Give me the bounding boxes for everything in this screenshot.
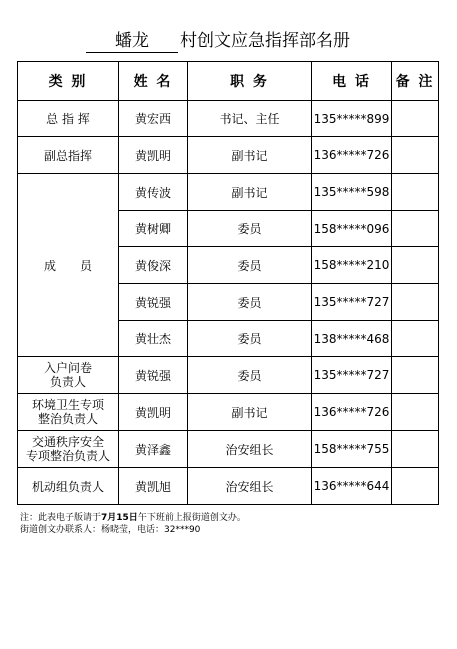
- category-line: 专项整治负责人: [25, 449, 110, 463]
- header-position: 职 务: [188, 62, 312, 101]
- village-name: 蟠龙: [86, 30, 178, 53]
- category-line: 入户问卷: [43, 361, 92, 375]
- category-line: 负责人: [49, 375, 86, 389]
- note-cell: [392, 321, 439, 357]
- category-line: 整治负责人: [37, 412, 98, 426]
- category-line: 环境卫生专项: [31, 398, 104, 412]
- phone-cell: 158*****755: [312, 431, 392, 468]
- note-cell: [392, 431, 439, 468]
- note-cell: [392, 284, 439, 321]
- footnote-line-1: [20, 512, 246, 524]
- footnote-line-2: 街道创文办联系人：杨晓莹，电话：32***90: [20, 525, 201, 535]
- table-header-row: [18, 62, 439, 101]
- name-cell: 黄泽鑫: [119, 431, 188, 468]
- name-cell: 黄凯明: [119, 137, 188, 174]
- position-cell: 副书记: [188, 137, 312, 174]
- name-cell: 黄凯旭: [119, 468, 188, 505]
- name-cell: 黄树卿: [119, 211, 188, 247]
- category-cell: 机动组负责人: [18, 468, 119, 505]
- position-cell: 委员: [188, 321, 312, 357]
- name-cell: 黄宏西: [119, 101, 188, 137]
- header-phone: 电 话: [312, 62, 392, 101]
- category-cell: 总 指 挥: [18, 101, 119, 137]
- name-cell: 黄锐强: [119, 357, 188, 394]
- position-cell: 委员: [188, 284, 312, 321]
- header-name: 姓 名: [119, 62, 188, 101]
- title-text: 村创文应急指挥部名册: [180, 31, 350, 51]
- position-cell: 治安组长: [188, 431, 312, 468]
- note-cell: [392, 247, 439, 284]
- footnote-text: 午下班前上报街道创文办。: [137, 513, 246, 523]
- note-cell: [392, 357, 439, 394]
- table-row: [18, 357, 439, 394]
- table-row: [18, 468, 439, 505]
- position-cell: 委员: [188, 247, 312, 284]
- category-cell: [18, 431, 119, 468]
- position-cell: 副书记: [188, 394, 312, 431]
- phone-cell: 158*****210: [312, 247, 392, 284]
- phone-cell: 135*****899: [312, 101, 392, 137]
- roster-table: [17, 61, 439, 505]
- position-cell: 委员: [188, 357, 312, 394]
- footnote-deadline: 7月15日: [101, 513, 138, 523]
- document-title: [0, 30, 457, 54]
- note-cell: [392, 101, 439, 137]
- name-cell: 黄壮杰: [119, 321, 188, 357]
- phone-cell: 158*****096: [312, 211, 392, 247]
- table-row: [18, 394, 439, 431]
- phone-cell: 136*****644: [312, 468, 392, 505]
- position-cell: 治安组长: [188, 468, 312, 505]
- phone-cell: 135*****598: [312, 174, 392, 211]
- table-row: [18, 174, 439, 211]
- note-cell: [392, 211, 439, 247]
- table-row: [18, 431, 439, 468]
- table-row: [18, 137, 439, 174]
- footnote: [20, 512, 246, 536]
- position-cell: 副书记: [188, 174, 312, 211]
- phone-cell: 136*****726: [312, 394, 392, 431]
- category-cell: [18, 394, 119, 431]
- header-note: 备 注: [392, 62, 439, 101]
- note-cell: [392, 394, 439, 431]
- note-cell: [392, 468, 439, 505]
- position-cell: 书记、主任: [188, 101, 312, 137]
- header-category: 类 别: [18, 62, 119, 101]
- category-line: 交通秩序安全: [31, 435, 104, 449]
- footnote-text: 注：此表电子版请于: [20, 513, 102, 523]
- category-cell: 副总指挥: [18, 137, 119, 174]
- category-cell: [18, 357, 119, 394]
- name-cell: 黄俊深: [119, 247, 188, 284]
- name-cell: 黄传波: [119, 174, 188, 211]
- name-cell: 黄凯明: [119, 394, 188, 431]
- note-cell: [392, 174, 439, 211]
- phone-cell: 136*****726: [312, 137, 392, 174]
- position-cell: 委员: [188, 211, 312, 247]
- table-row: [18, 101, 439, 137]
- phone-cell: 135*****727: [312, 284, 392, 321]
- category-cell: 成 员: [18, 174, 119, 357]
- note-cell: [392, 137, 439, 174]
- name-cell: 黄锐强: [119, 284, 188, 321]
- phone-cell: 135*****727: [312, 357, 392, 394]
- phone-cell: 138*****468: [312, 321, 392, 357]
